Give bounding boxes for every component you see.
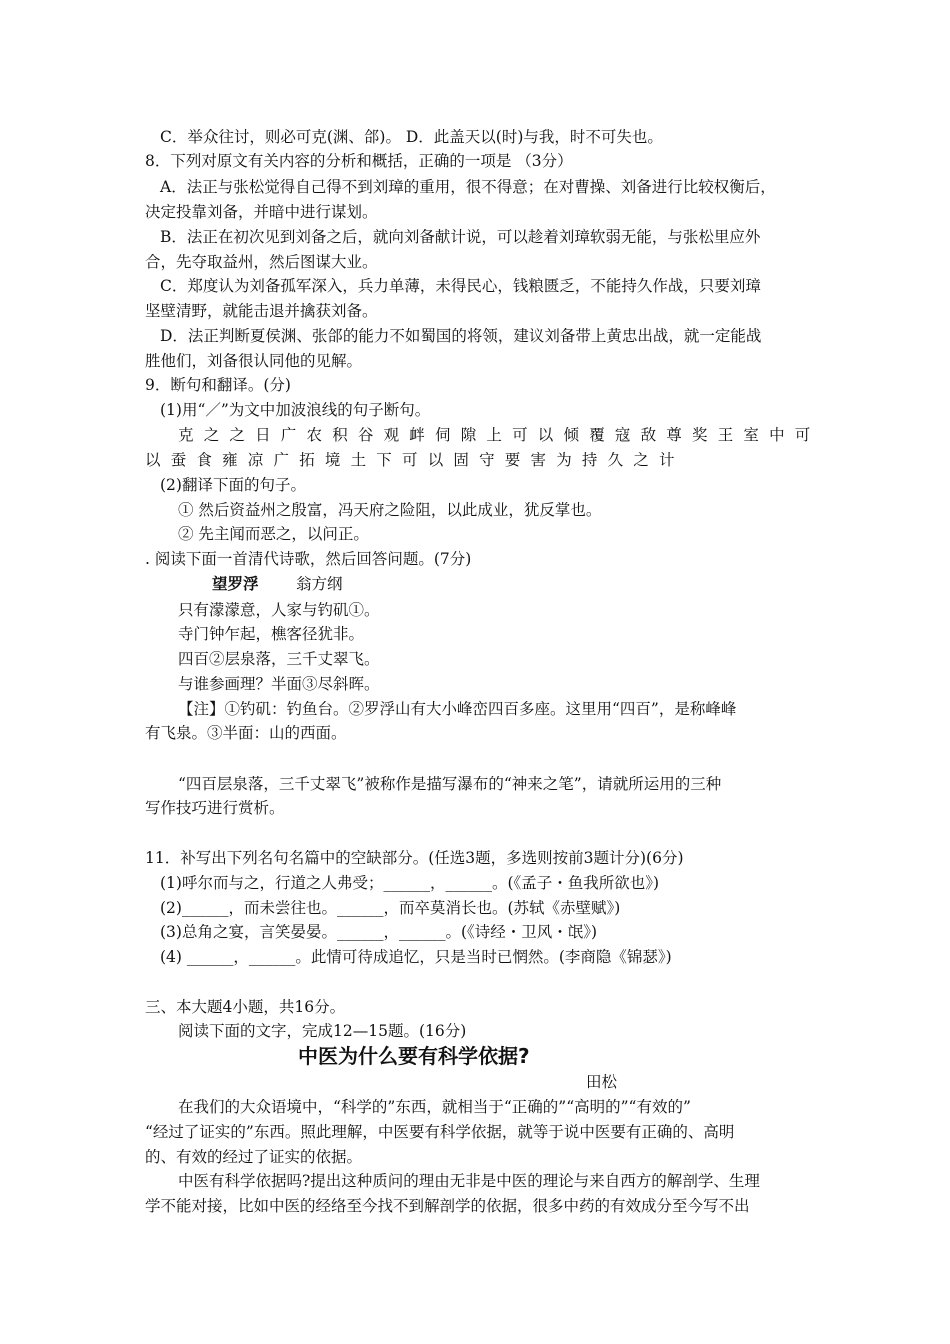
q9-translate-a: ① 然后资益州之殷富，冯天府之险阻，以此成业，犹反掌也。 xyxy=(178,501,602,519)
poem-note-line1: 【注】①钓矶：钓鱼台。②罗浮山有大小峰峦四百多座。这里用“四百”，是称峰峰 xyxy=(178,700,737,718)
q8-option-a-line1: A．法正与张松觉得自己得不到刘璋的重用，很不得意；在对曹操、刘备进行比较权衡后， xyxy=(160,178,776,196)
poem-line3: 四百②层泉落，三千丈翠飞。 xyxy=(178,650,380,668)
q7-option-c-d: C．举众往讨，则必可克(渊、郃)。 D．此盖天以(时)与我，时不可失也。 xyxy=(160,128,663,146)
q8-option-b-line1: B．法正在初次见到刘备之后，就向刘备献计说，可以趁着刘璋软弱无能，与张松里应外 xyxy=(160,228,761,246)
q9-sentence-line1: 克之之日广农积谷观衅伺隙上可以倾覆寇敌尊奖王室中可 xyxy=(178,426,821,444)
q11-stem: 11．补写出下列名句名篇中的空缺部分。(任选3题，多选则按前3题计分)(6分) xyxy=(145,849,684,867)
q8-option-d-line2: 胜他们，刘备很认同他的见解。 xyxy=(145,352,363,370)
section3-heading: 三、本大题4小题，共16分。 xyxy=(145,998,346,1016)
q10-question-line2: 写作技巧进行赏析。 xyxy=(145,799,285,817)
poem-line1: 只有濛濛意，人家与钓矶①。 xyxy=(178,601,380,619)
q11-item4: (4) ______，______。此情可待成追忆，只是当时已惘然。(李商隐《锦瑟》) xyxy=(160,948,672,966)
article-p1-line1: 在我们的大众语境中，“科学的”东西，就相当于“正确的”“高明的”“有效的” xyxy=(178,1098,691,1116)
q11-item2: (2)______，而未尝往也。______，而卒莫消长也。(苏轼《赤壁赋》) xyxy=(160,899,621,917)
q10-question-line1: “四百层泉落，三千丈翠飞”被称作是描写瀑布的“神来之笔”，请就所运用的三种 xyxy=(178,775,722,793)
q9-sentence-line2: 以蚕食雍凉广拓境土下可以固守要害为持久之计 xyxy=(145,451,685,469)
poem-line2: 寺门钟乍起，樵客径犹非。 xyxy=(178,625,365,643)
q9-stem: 9．断句和翻译。(分) xyxy=(145,376,291,394)
q9-part2-instruction: (2)翻译下面的句子。 xyxy=(160,476,306,494)
article-p1-line3: 的、有效的经过了证实的依据。 xyxy=(145,1148,363,1166)
article-p2-line2: 学不能对接，比如中医的经络至今找不到解剖学的依据，很多中药的有效成分至今写不出 xyxy=(145,1197,750,1215)
q8-option-b-line2: 合，先夺取益州，然后图谋大业。 xyxy=(145,253,378,271)
q11-item1: (1)呼尔而与之，行道之人弗受；______，______。(《孟子・鱼我所欲也》) xyxy=(160,874,660,892)
q9-part1-instruction: (1)用“／”为文中加波浪线的句子断句。 xyxy=(160,401,431,419)
poem-note-line2: 有飞泉。③半面：山的西面。 xyxy=(145,724,347,742)
q8-option-a-line2: 决定投靠刘备，并暗中进行谋划。 xyxy=(145,203,378,221)
article-p1-line2: “经过了证实的”东西。照此理解，中医要有科学依据，就等于说中医要有正确的、高明 xyxy=(145,1123,735,1141)
q9-translate-b: ② 先主闻而恶之，以问正。 xyxy=(178,525,369,543)
poem-author: 翁方纲 xyxy=(296,575,343,593)
q8-option-c-line2: 坚壁清野，就能击退并擒获刘备。 xyxy=(145,302,378,320)
article-title: 中医为什么要有科学依据? xyxy=(298,1044,530,1068)
q8-option-d-line1: D．法正判断夏侯渊、张郃的能力不如蜀国的将领，建议刘备带上黄忠出战，就一定能战 xyxy=(160,327,762,345)
poem-title: 望罗浮 xyxy=(212,574,259,593)
article-author: 田松 xyxy=(586,1073,618,1091)
section3-instruction: 阅读下面的文字，完成12—15题。(16分) xyxy=(178,1022,467,1040)
q10-stem: . 阅读下面一首清代诗歌，然后回答问题。(7分) xyxy=(145,550,472,568)
poem-line4: 与谁参画理？半面③尽斜晖。 xyxy=(178,675,380,693)
q8-option-c-line1: C．郑度认为刘备孤军深入，兵力单薄，未得民心，钱粮匮乏，不能持久作战，只要刘璋 xyxy=(160,277,761,295)
q8-stem: 8．下列对原文有关内容的分析和概括，正确的一项是 （3分） xyxy=(145,152,573,170)
q11-item3: (3)总角之宴，言笑晏晏。______，______。(《诗经・卫风・氓》) xyxy=(160,923,598,941)
article-p2-line1: 中医有科学依据吗?提出这种质问的理由无非是中医的理论与来自西方的解剖学、生理 xyxy=(178,1172,760,1190)
